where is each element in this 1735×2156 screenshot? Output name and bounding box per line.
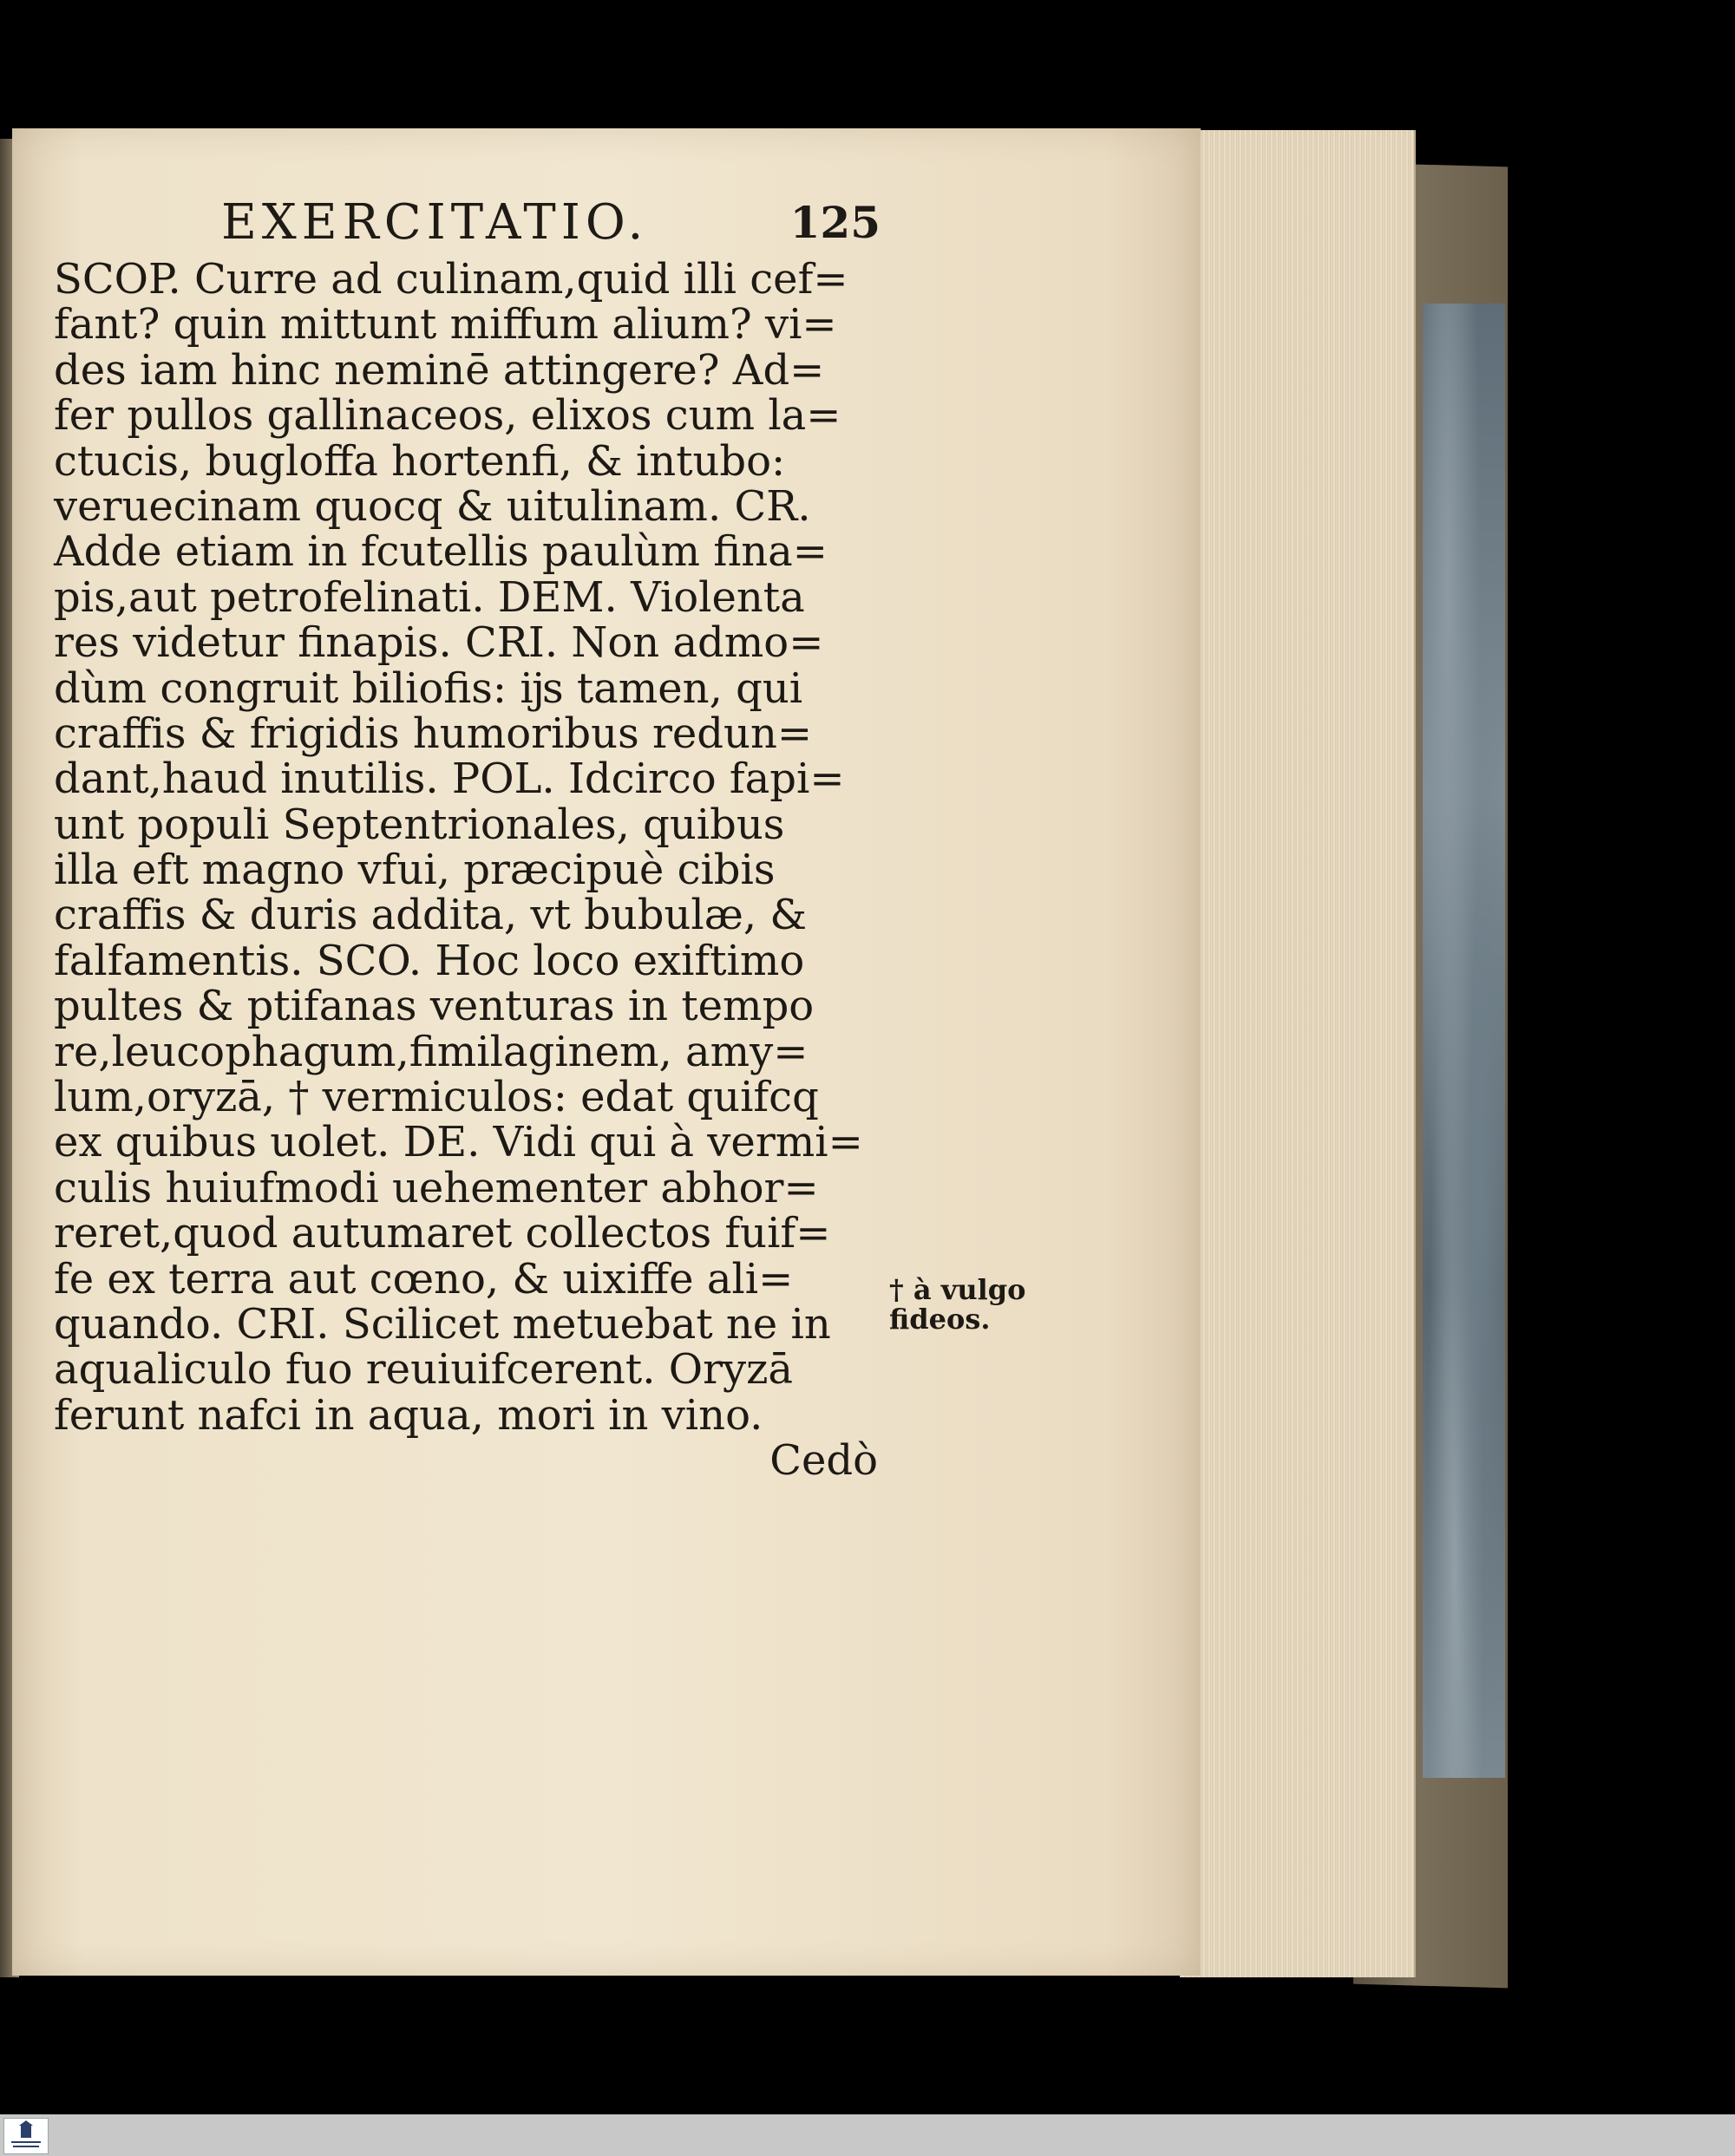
text-line: des iam hinc neminē attingere? Ad= bbox=[54, 345, 825, 395]
text-line: quando. CRI. Scilicet metuebat ne in bbox=[54, 1299, 831, 1349]
text-line: falfamentis. SCO. Hoc loco exiftimo bbox=[54, 936, 805, 985]
text-line: SCOP. Curre ad culinam,quid illi cef= bbox=[54, 255, 848, 304]
running-title: EXERCITATIO. bbox=[221, 194, 649, 251]
text-line: aqualiculo fuo reuiuifcerent. Oryzā bbox=[54, 1345, 794, 1395]
page-number: 125 bbox=[789, 197, 881, 248]
text-line: pultes & ptifanas venturas in tempo bbox=[54, 982, 815, 1031]
text-line: reret,quod autumaret collectos fuif= bbox=[54, 1209, 831, 1258]
text-line: re,leucophagum,fimilaginem, amy= bbox=[54, 1027, 809, 1076]
text-line: fe ex terra aut cœno, & uixiffe ali= bbox=[54, 1254, 794, 1303]
text-line: res videtur finapis. CRI. Non admo= bbox=[54, 618, 824, 668]
marbled-endpaper bbox=[1423, 304, 1505, 1778]
text-line: craffis & frigidis humoribus redun= bbox=[54, 709, 813, 758]
text-line: veruecinam quocq & uitulinam. CR. bbox=[54, 481, 811, 531]
text-line: pis,aut petrofelinati. DEM. Violenta bbox=[54, 572, 805, 622]
library-logo-icon bbox=[3, 2118, 49, 2154]
text-line: fant? quin mittunt miffum alium? vi= bbox=[54, 300, 837, 350]
marginal-note bbox=[889, 1275, 1054, 1334]
text-line: culis huiufmodi uehementer abhor= bbox=[54, 1163, 819, 1212]
text-line: dùm congruit biliofis: ĳs tamen, qui bbox=[54, 663, 803, 713]
text-line: fer pullos gallinaceos, elixos cum la= bbox=[54, 391, 841, 441]
marginal-note-line: fideos. bbox=[889, 1303, 991, 1336]
page-header bbox=[221, 193, 881, 253]
text-line: lum,oryzā, † vermiculos: edat quifcq bbox=[54, 1073, 819, 1122]
marginal-note-line: † à vulgo bbox=[889, 1273, 1026, 1306]
text-line: illa eft magno vfui, præcipuè cibis bbox=[54, 846, 776, 895]
text-line: craffis & duris addita, vt bubulæ, & bbox=[54, 891, 808, 940]
page-edges bbox=[1180, 130, 1416, 1977]
text-line: ctucis, bugloffa hortenfi, & intubo: bbox=[54, 436, 786, 486]
body-text bbox=[54, 257, 887, 1484]
text-line: unt populi Septentrionales, quibus bbox=[54, 800, 785, 849]
text-line: dant,haud inutilis. POL. Idcirco fapi= bbox=[54, 755, 845, 804]
catchword: Cedò bbox=[769, 1436, 878, 1486]
viewer-footer-bar bbox=[0, 2114, 1735, 2156]
text-line: ferunt nafci in aqua, mori in vino. bbox=[54, 1390, 763, 1440]
text-line: ex quibus uolet. DE. Vidi qui à vermi= bbox=[54, 1118, 863, 1167]
text-line: Adde etiam in fcutellis paulùm fina= bbox=[54, 527, 828, 577]
